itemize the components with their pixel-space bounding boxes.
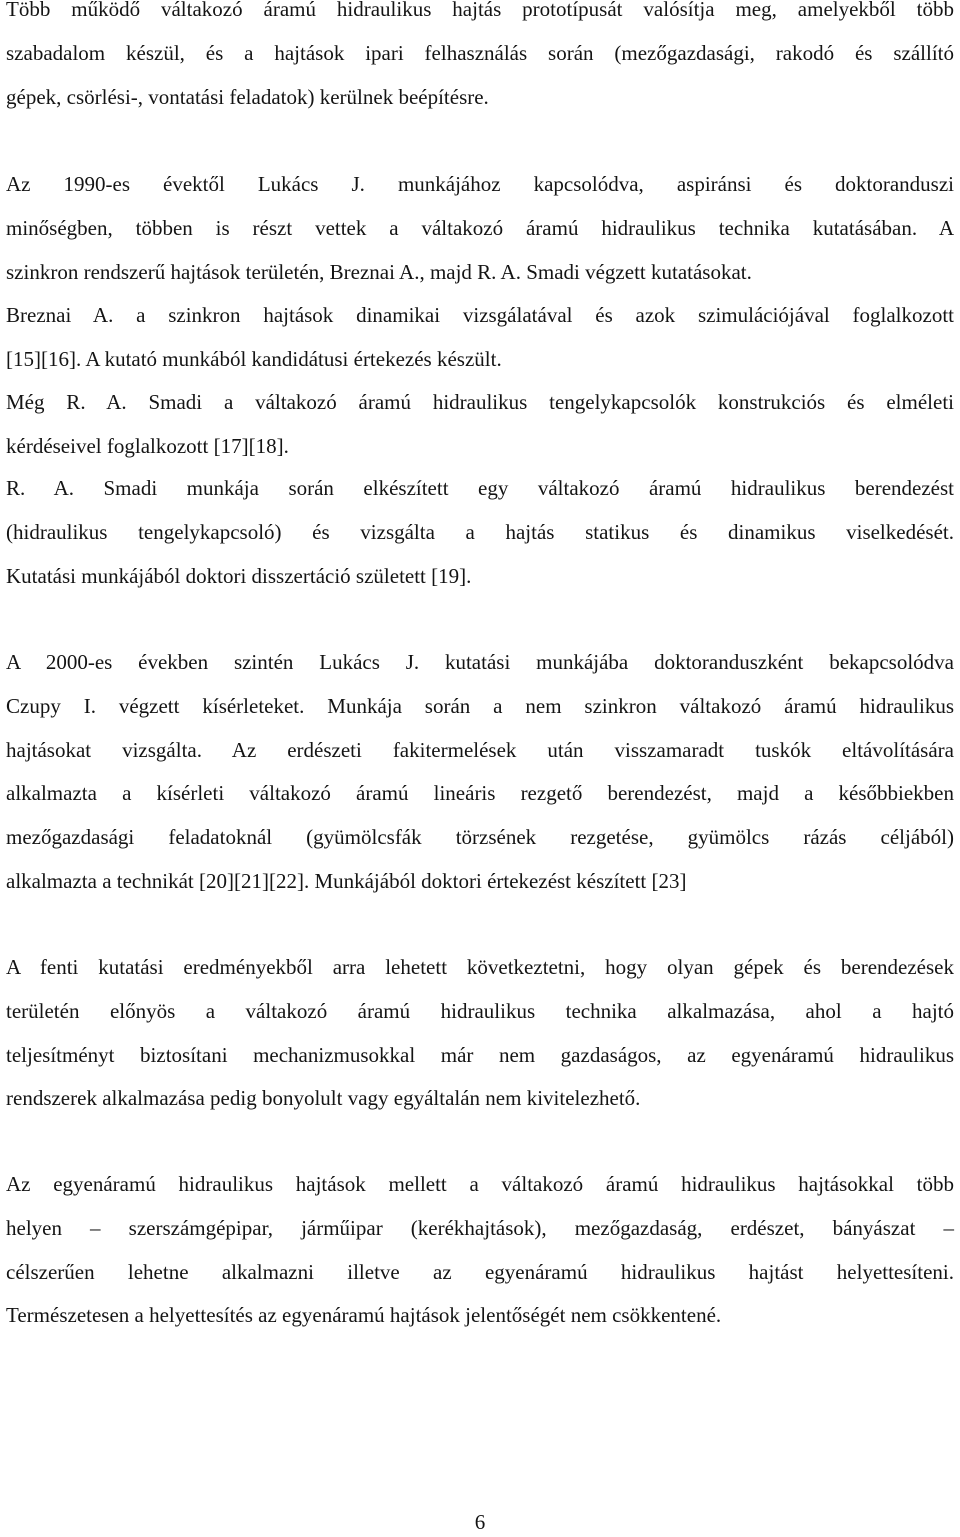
text-line: A 2000-es években szintén Lukács J. kutatási munkájába doktoranduszként bekapcsolódva bbox=[6, 650, 954, 674]
text-line: A fenti kutatási eredményekből arra lehetett következtetni, hogy olyan gépek és berendezések bbox=[6, 955, 954, 979]
text-line: gépek, csörlési-, vontatási feladatok) kerülnek beépítésre. bbox=[6, 84, 489, 109]
text-line: (hidraulikus tengelykapcsoló) és vizsgálta a hajtás statikus és dinamikus viselkedését. bbox=[6, 519, 954, 544]
text-line: Kutatási munkájából doktori disszertáció született [19]. bbox=[6, 563, 472, 588]
paragraph-applications bbox=[6, 1163, 954, 1338]
text-line: helyen – szerszámgépipar, járműipar (kerékhajtások), mezőgazdaság, erdészet, bányászat – bbox=[6, 1215, 954, 1240]
text-line: Természetesen a helyettesítés az egyenáramú hajtások jelentőségét nem csökkentené. bbox=[6, 1303, 722, 1328]
text-line: Czupy I. végzett kísérleteket. Munkája során a nem szinkron váltakozó áramú hidraulikus bbox=[6, 693, 954, 718]
text-line: rendszerek alkalmazása pedig bonyolult vagy egyáltalán nem kivitelezhető. bbox=[6, 1086, 641, 1111]
paragraph-smadi-work bbox=[6, 467, 954, 598]
text-line: Az egyenáramú hidraulikus hajtások mellett a váltakozó áramú hidraulikus hajtásokkal több bbox=[6, 1172, 954, 1196]
paragraph-2000s-research bbox=[6, 641, 954, 904]
text-line: kérdéseivel foglalkozott [17][18]. bbox=[6, 433, 289, 458]
text-line: R. A. Smadi munkája során elkészített egy váltakozó áramú hidraulikus berendezést bbox=[6, 476, 954, 500]
text-line: alkalmazta a kísérleti váltakozó áramú lineáris rezgető berendezést, majd a későbbiekben bbox=[6, 781, 954, 806]
text-line: területén előnyös a váltakozó áramú hidraulikus technika alkalmazása, ahol a hajtó bbox=[6, 998, 954, 1023]
text-line: mezőgazdasági feladatoknál (gyümölcsfák törzsének rezgetése, gyümölcs rázás céljából) bbox=[6, 825, 954, 850]
text-line: Az 1990-es évektől Lukács J. munkájához kapcsolódva, aspiránsi és doktoranduszi bbox=[6, 172, 954, 196]
paragraph-1990s-research bbox=[6, 163, 954, 294]
paragraph-smadi-couplings bbox=[6, 381, 954, 469]
paragraph-prototypes bbox=[6, 0, 954, 119]
text-line: Még R. A. Smadi a váltakozó áramú hidraulikus tengelykapcsolók konstrukciós és elméleti bbox=[6, 390, 954, 414]
page-number: 6 bbox=[474, 1510, 486, 1534]
text-line: alkalmazta a technikát [20][21][22]. Munkájából doktori értekezést készített [23] bbox=[6, 868, 687, 893]
text-line: [15][16]. A kutató munkából kandidátusi értekezés készült. bbox=[6, 346, 502, 371]
text-line: célszerűen lehetne alkalmazni illetve az egyenáramú hidraulikus hajtást helyettesíteni. bbox=[6, 1259, 954, 1284]
paragraph-conclusions bbox=[6, 946, 954, 1121]
paragraph-breznai bbox=[6, 294, 954, 382]
text-line: hajtásokat vizsgálta. Az erdészeti fakitermelések után visszamaradt tuskók eltávolítására bbox=[6, 737, 954, 762]
text-line: szabadalom készül, és a hajtások ipari felhasználás során (mezőgazdasági, rakodó és szállító bbox=[6, 40, 954, 65]
text-line: minőségben, többen is részt vettek a váltakozó áramú hidraulikus technika kutatásában. A bbox=[6, 215, 954, 240]
text-line: Breznai A. a szinkron hajtások dinamikai vizsgálatával és azok szimulációjával foglalkozott bbox=[6, 303, 954, 327]
text-line: Több működő váltakozó áramú hidraulikus hajtás prototípusát valósítja meg, amelyekből több bbox=[6, 0, 954, 21]
text-line: szinkron rendszerű hajtások területén, Breznai A., majd R. A. Smadi végzett kutatásokat. bbox=[6, 259, 752, 284]
text-line: teljesítményt biztosítani mechanizmusokkal már nem gazdaságos, az egyenáramú hidraulikus bbox=[6, 1042, 954, 1067]
